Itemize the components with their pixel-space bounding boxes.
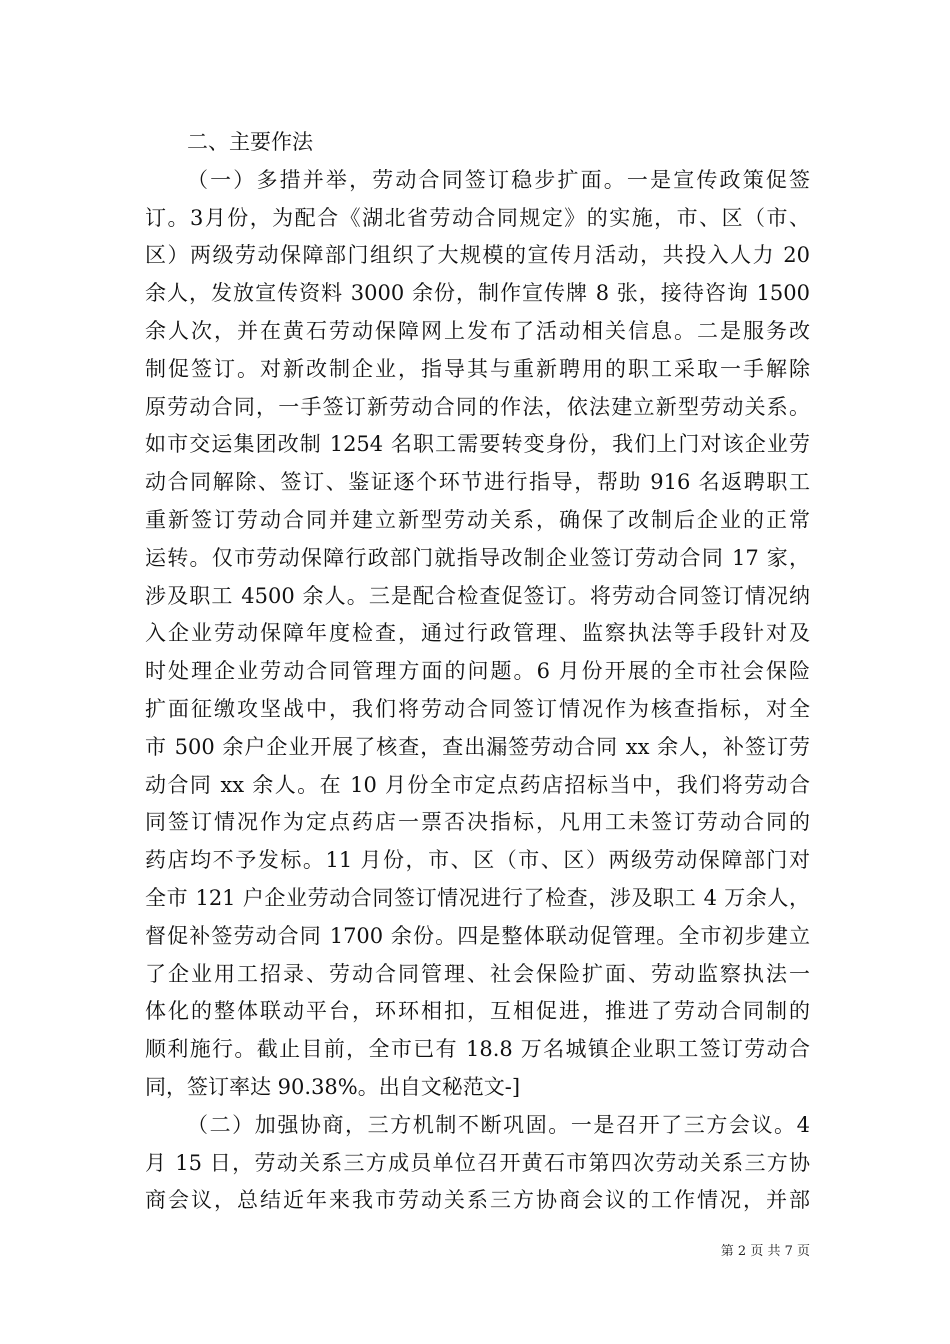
- section-heading: 二、主要作法: [187, 130, 313, 154]
- paragraph-line: 运转。仅市劳动保障行政部门就指导改制企业签订劳动合同 17 家，: [145, 545, 810, 570]
- paragraph-line: 市 500 余户企业开展了核查，查出漏签劳动合同 xx 余人，补签订劳: [145, 734, 810, 759]
- paragraph-line: 动合同 xx 余人。在 10 月份全市定点药店招标当中，我们将劳动合: [145, 772, 810, 797]
- paragraph-line: 原劳动合同，一手签订新劳动合同的作法，依法建立新型劳动关系。: [145, 394, 810, 419]
- paragraph-line: 入企业劳动保障年度检查，通过行政管理、监察执法等手段针对及: [145, 621, 810, 646]
- paragraph-line: 体化的整体联动平台，环环相扣，互相促进，推进了劳动合同制的: [145, 999, 810, 1024]
- paragraph-line: 制促签订。对新改制企业，指导其与重新聘用的职工采取一手解除: [145, 356, 810, 381]
- paragraph-line: 同签订情况作为定点药店一票否决指标，凡用工未签订劳动合同的: [145, 810, 810, 835]
- paragraph-line: 了企业用工招录、劳动合同管理、社会保险扩面、劳动监察执法一: [145, 961, 810, 986]
- paragraph-line: 重新签订劳动合同并建立新型劳动关系，确保了改制后企业的正常: [145, 508, 810, 532]
- paragraph-line: 扩面征缴攻坚战中，我们将劳动合同签订情况作为核查指标，对全: [145, 697, 810, 721]
- paragraph-line: 时处理企业劳动合同管理方面的问题。6 月份开展的全市社会保险: [145, 659, 810, 684]
- paragraph-line: 订。3月份，为配合《湖北省劳动合同规定》的实施，市、区（市、: [145, 205, 810, 230]
- paragraph-line: （二）加强协商，三方机制不断巩固。一是召开了三方会议。4: [187, 1112, 810, 1137]
- paragraph-line: 月 15 日，劳动关系三方成员单位召开黄石市第四次劳动关系三方协: [145, 1150, 810, 1175]
- paragraph-line: 商会议，总结近年来我市劳动关系三方协商会议的工作情况，并部: [145, 1188, 810, 1213]
- page-indicator: 第 2 页 共 7 页: [720, 1244, 810, 1259]
- paragraph-line: 动合同解除、签订、鉴证逐个环节进行指导，帮助 916 名返聘职工: [145, 470, 810, 495]
- paragraph-line: 余人，发放宣传资料 3000 余份，制作宣传牌 8 张，接待咨询 1500: [145, 281, 810, 306]
- paragraph-line: 全市 121 户企业劳动合同签订情况进行了检查，涉及职工 4 万余人，: [145, 886, 810, 910]
- paragraph-line: 如市交运集团改制 1254 名职工需要转变身份，我们上门对该企业劳: [145, 432, 810, 457]
- paragraph-line: 督促补签劳动合同 1700 余份。四是整体联动促管理。全市初步建立: [145, 923, 810, 948]
- paragraph-line: 药店均不予发标。11 月份，市、区（市、区）两级劳动保障部门对: [145, 848, 810, 873]
- paragraph-line: （一）多措并举，劳动合同签订稳步扩面。一是宣传政策促签: [187, 167, 810, 192]
- paragraph-line: 区）两级劳动保障部门组织了大规模的宣传月活动，共投入人力 20: [145, 243, 810, 268]
- paragraph-line: 余人次，并在黄石劳动保障网上发布了活动相关信息。二是服务改: [145, 319, 810, 343]
- paragraph-line: 顺利施行。截止目前，全市已有 18.8 万名城镇企业职工签订劳动合: [145, 1037, 810, 1062]
- paragraph-line: 同，签订率达 90.38%。出自文秘范文-]: [145, 1075, 521, 1099]
- paragraph-line: 涉及职工 4500 余人。三是配合检查促签订。将劳动合同签订情况纳: [145, 583, 810, 608]
